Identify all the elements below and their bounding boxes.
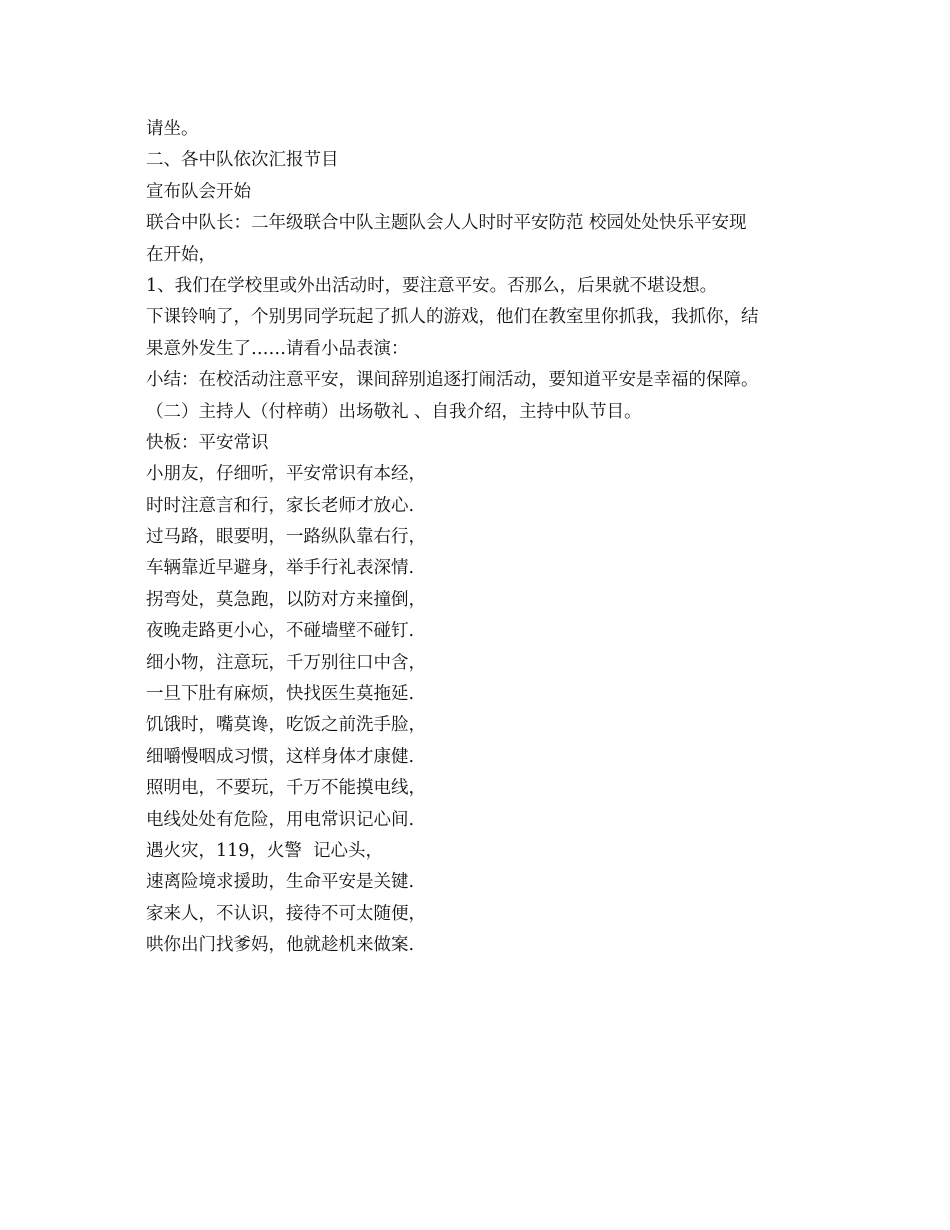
verse-line: 细小物，注意玩，千万别往口中含，	[146, 652, 426, 673]
verse-line: 照明电，不要玩，千万不能摸电线，	[146, 778, 426, 799]
subsection-heading: 快板：平安常识	[146, 432, 269, 453]
verse-line: 小朋友，仔细听，平安常识有本经，	[146, 464, 426, 485]
verse-line: 饥饿时，嘴莫谗，吃饭之前洗手脸，	[146, 715, 426, 736]
text-line: 小结：在校活动注意平安，课间辞别追逐打闹活动，要知道平安是幸福的保障。	[146, 370, 759, 391]
verse-line: 家来人，不认识，接待不可太随便，	[146, 903, 426, 924]
verse-line: 时时注意言和行，家长老师才放心.	[146, 495, 415, 516]
text-line: 果意外发生了……请看小品表演：	[146, 338, 409, 359]
text-line: 在开始，	[146, 244, 216, 265]
verse-line: 细嚼慢咽成习惯，这样身体才康健.	[146, 746, 415, 767]
verse-line: 夜晚走路更小心，不碰墙壁不碰钉.	[146, 621, 415, 642]
verse-line: 一旦下肚有麻烦，快找医生莫拖延.	[146, 684, 415, 705]
document-body	[146, 114, 826, 962]
text-line: 下课铃响了，个别男同学玩起了抓人的游戏，他们在教室里你抓我，我抓你，结	[146, 307, 759, 328]
text-line: 宣布队会开始	[146, 181, 251, 202]
text-line: （二）主持人（付梓萌）出场敬礼 、自我介绍，主持中队节目。	[146, 401, 642, 422]
text-line: 联合中队长：二年级联合中队主题队会人人时时平安防范 校园处处快乐平安现	[146, 213, 747, 234]
text-line: 请坐。	[146, 119, 199, 139]
verse-line: 电线处处有危险，用电常识记心间.	[146, 809, 415, 830]
text-line: 1、我们在学校里或外出活动时，要注意平安。否那么，后果就不堪设想。	[146, 275, 718, 296]
verse-line: 哄你出门找爹妈，他就趁机来做案.	[146, 935, 415, 956]
verse-line: 过马路，眼要明，一路纵队靠右行，	[146, 527, 426, 548]
verse-line: 遇火灾，119，火警 记心头，	[146, 840, 384, 861]
verse-line: 速离险境求援助，生命平安是关键.	[146, 872, 415, 893]
verse-line: 车辆靠近早避身，举手行礼表深情.	[146, 558, 415, 579]
verse-line: 拐弯处，莫急跑，以防对方来撞倒，	[146, 589, 426, 610]
section-heading: 二、各中队依次汇报节目	[146, 150, 339, 171]
